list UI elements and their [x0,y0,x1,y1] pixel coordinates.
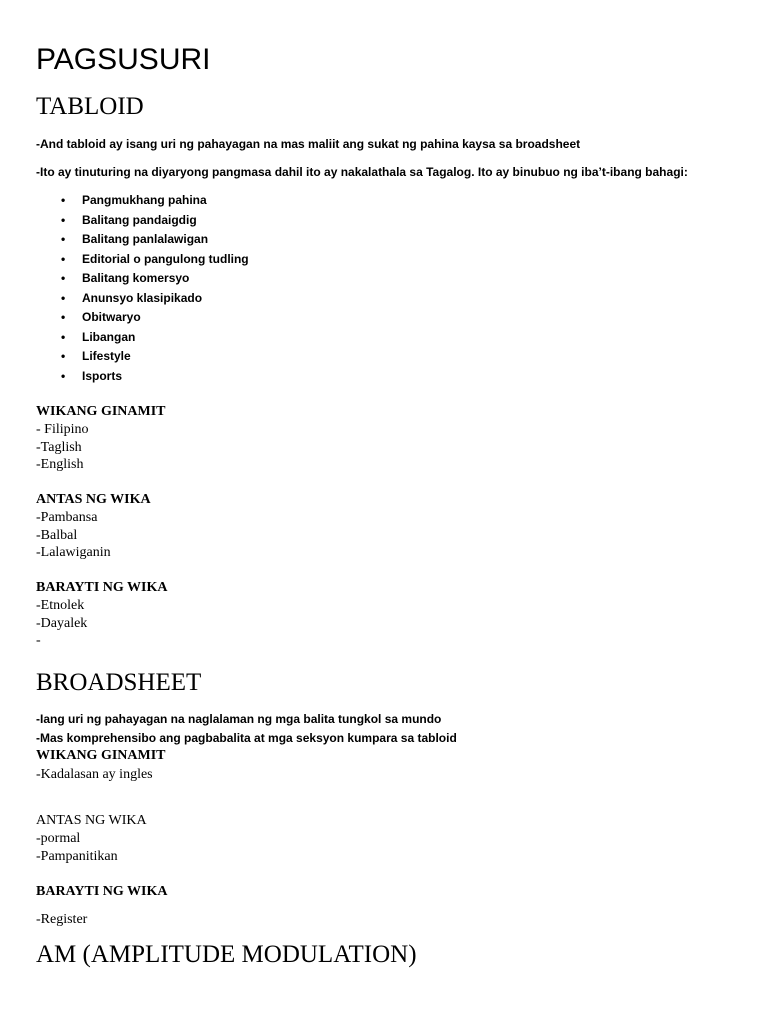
broadsheet-paragraph-2: -Mas komprehensibo ang pagbabalita at mga seksyon kumpara sa tabloid [36,731,457,745]
tabloid-antas-ng-wika-list [36,509,111,562]
bullet-icon: • [61,329,66,344]
list-item: • Anunsyo klasipikado [82,289,249,309]
list-item: -English [36,457,84,473]
list-item: -pormal [36,831,81,846]
broadsheet-wikang-ginamit-heading: WIKANG GINAMIT [36,748,166,763]
broadsheet-heading: BROADSHEET [36,669,202,696]
bullet-icon: • [61,251,66,266]
broadsheet-antas-ng-wika-list [36,830,118,865]
list-item: • Balitang pandaigdig [82,211,249,231]
bullet-icon: • [61,290,66,305]
list-item: - [36,633,41,649]
bullet-icon: • [61,193,66,207]
tabloid-paragraph-1: -And tabloid ay isang uri ng pahayagan na mas maliit ang sukat ng pahina kaysa sa broadsheet [36,137,581,151]
tabloid-paragraph-2: -Ito ay tinuturing na diyaryong pangmasa dahil ito ay nakalathala sa Tagalog. Ito ay binubuo ng iba’t-ibang bahagi: [36,165,688,179]
broadsheet-barayti-ng-wika-heading: BARAYTI NG WIKA [36,884,168,899]
list-item: • Balitang panlalawigan [82,230,249,250]
broadsheet-wikang-ginamit-list [36,766,153,784]
am-heading: AM (AMPLITUDE MODULATION) [36,941,417,968]
list-item: • Balitang komersyo [82,269,249,289]
bullet-icon: • [61,232,66,246]
broadsheet-barayti-ng-wika-list [36,911,87,929]
list-item: • Editorial o pangulong tudling [82,250,249,270]
bullet-icon: • [61,368,66,383]
tabloid-parts-list [61,191,249,386]
list-item: -Pampanitikan [36,848,118,864]
list-item: • Lifestyle [82,347,249,367]
broadsheet-antas-ng-wika-heading: ANTAS NG WIKA [36,813,147,828]
tabloid-heading: TABLOID [36,93,144,120]
list-item: • Obitwaryo [82,308,249,328]
page-title: PAGSUSURI [36,43,211,76]
bullet-icon: • [61,349,66,363]
tabloid-barayti-ng-wika-list [36,597,87,650]
bullet-icon: • [61,212,66,227]
tabloid-wikang-ginamit-heading: WIKANG GINAMIT [36,404,166,419]
tabloid-wikang-ginamit-list [36,421,89,474]
bullet-icon: • [61,271,66,285]
list-item: -Taglish [36,439,82,455]
broadsheet-paragraph-1: -Iang uri ng pahayagan na naglalaman ng mga balita tungkol sa mundo [36,712,442,726]
list-item: • Pangmukhang pahina [82,191,249,211]
tabloid-barayti-ng-wika-heading: BARAYTI NG WIKA [36,580,168,595]
list-item: -Kadalasan ay ingles [36,767,153,782]
list-item: -Register [36,912,88,927]
list-item: -Lalawiganin [36,545,111,561]
list-item: -Etnolek [36,598,85,613]
list-item: • Libangan [82,328,249,348]
list-item: - Filipino [36,422,89,437]
list-item: -Balbal [36,527,78,543]
list-item: -Dayalek [36,615,88,631]
list-item: -Pambansa [36,510,98,525]
list-item: • Isports [82,367,249,387]
tabloid-antas-ng-wika-heading: ANTAS NG WIKA [36,492,151,507]
bullet-icon: • [61,310,66,324]
